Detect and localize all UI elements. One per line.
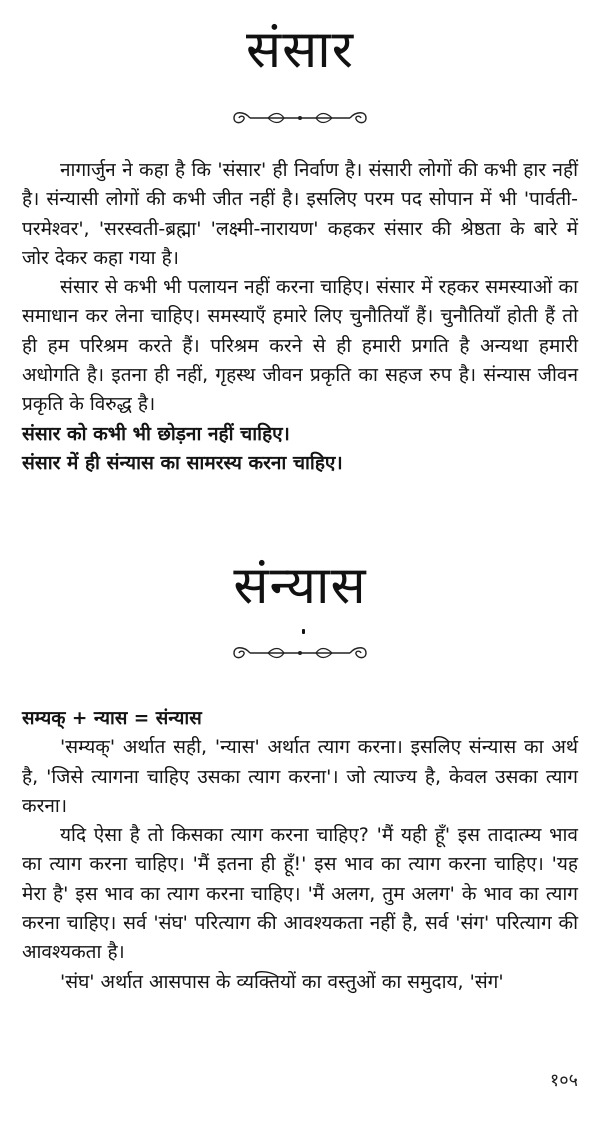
ornament-divider [0, 638, 600, 668]
section-title-sansar: संसार [245, 20, 355, 80]
equation-subheading: सम्यक् + न्यास = संन्यास [22, 708, 202, 729]
page-number: १०५ [549, 1070, 578, 1091]
ornament-divider [0, 103, 600, 133]
ink-dot [302, 629, 305, 634]
paragraph: 'सम्यक्' अर्थात सही, 'न्यास' अर्थात त्याग करना। इसलिए संन्यास का अर्थ है, 'जिसे त्यागना चाहिए उसका त्याग करना'। जो त्याज्य है, केवल उसका त्याग करना। [22, 736, 578, 817]
paragraph: 'संघ' अर्थात आसपास के व्यक्तियों का वस्तुओं का समुदाय, 'संग' [60, 970, 504, 993]
bold-statement: संसार को कभी भी छोड़ना नहीं चाहिए। [22, 422, 290, 445]
section1-body [22, 156, 578, 478]
paragraph: संसार से कभी भी पलायन नहीं करना चाहिए। संसार में रहकर समस्याओं का समाधान कर लेना चाहिए। समस्याएँ हमारे लिए चुनौतियाँ हैं। चुनौतियाँ होती हैं तो ही हम परिश्रम करते हैं। परिश्रम करने से ही हमारी प्रगति है अन्यथा हमारी अधोगति है। इतना ही नहीं, गृहस्थ जीवन प्रकृति का सहज रुप है। संन्यास जीवन प्रकृति के विरुद्ध है। [22, 276, 578, 416]
paragraph: नागार्जुन ने कहा है कि 'संसार' ही निर्वाण है। संसारी लोगों की कभी हार नहीं है। संन्यासी लोगों की कभी जीत नहीं है। इसलिए परम पद सोपान में भी 'पार्वती-परमेश्वर', 'सरस्वती-ब्रह्मा' 'लक्ष्मी-नारायण' कहकर संसार की श्रेष्ठता के बारे में जोर देकर कहा गया है। [22, 159, 578, 269]
paragraph: यदि ऐसा है तो किसका त्याग करना चाहिए? 'मैं यही हूँ' इस तादात्म्य भाव का त्याग करना चाहिए। 'मैं इतना ही हूँ!' इस भाव का त्याग करना चाहिए। 'यह मेरा है' इस भाव का त्याग करना चाहिए। 'मैं अलग, तुम अलग' के भाव का त्याग करना चाहिए। सर्व 'संघ' परित्याग की आवश्यकता नहीं है, सर्व 'संग' परित्याग की आवश्यकता है। [22, 824, 578, 964]
bold-statement: संसार में ही संन्यास का सामरस्य करना चाहिए। [22, 451, 343, 474]
section-title-sannyas: संन्यास [233, 556, 367, 616]
section2-body [22, 704, 578, 997]
